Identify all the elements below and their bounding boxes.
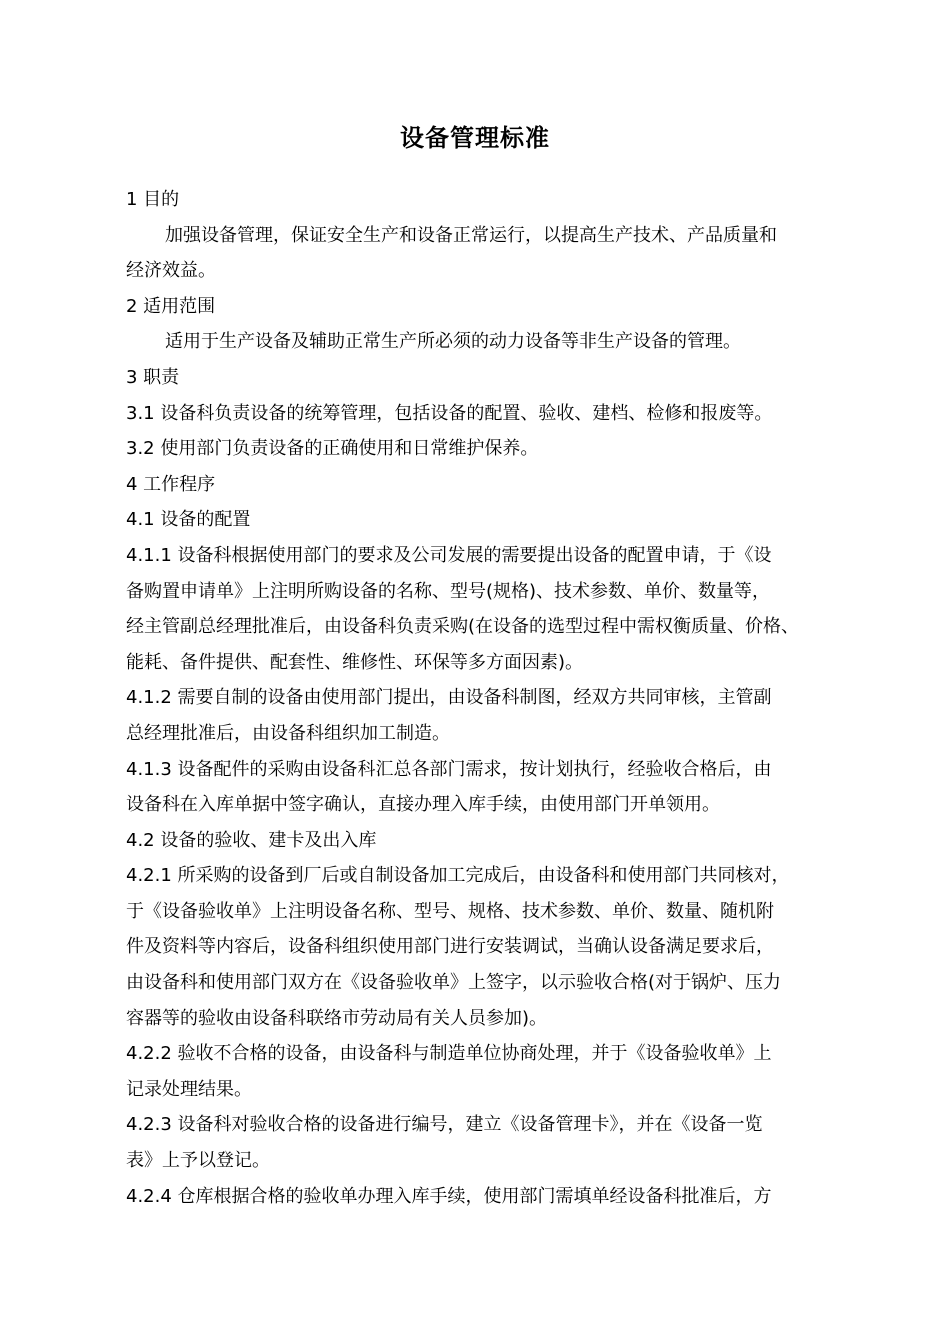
paragraph-line: 加强设备管理，保证安全生产和设备正常运行，以提高生产技术、产品质量和 bbox=[165, 224, 777, 246]
section-heading-procedure: 4 工作程序 bbox=[126, 473, 216, 495]
paragraph-line: 件及资料等内容后，设备科组织使用部门进行安装调试，当确认设备满足要求后， bbox=[126, 936, 774, 958]
paragraph-line: 4.1.2 需要自制的设备由使用部门提出，由设备科制图，经双方共同审核，主管副 bbox=[126, 687, 772, 709]
subsection-heading: 4.1 设备的配置 bbox=[126, 509, 251, 531]
paragraph-line: 经济效益。 bbox=[126, 260, 216, 282]
paragraph-line: 备购置申请单》上注明所购设备的名称、型号(规格)、技术参数、单价、数量等， bbox=[126, 580, 771, 602]
paragraph-line: 总经理批准后，由设备科组织加工制造。 bbox=[126, 722, 450, 744]
document-body bbox=[126, 182, 842, 1214]
paragraph-line: 4.2.3 设备科对验收合格的设备进行编号，建立《设备管理卡》，并在《设备一览 bbox=[126, 1114, 763, 1136]
paragraph-line: 能耗、备件提供、配套性、维修性、环保等多方面因素)。 bbox=[126, 651, 584, 673]
subsection-heading: 4.2 设备的验收、建卡及出入库 bbox=[126, 829, 377, 851]
document-title: 设备管理标准 bbox=[400, 124, 550, 152]
paragraph-line: 表》上予以登记。 bbox=[126, 1150, 270, 1172]
paragraph-line: 3.2 使用部门负责设备的正确使用和日常维护保养。 bbox=[126, 438, 539, 460]
paragraph-line: 记录处理结果。 bbox=[126, 1078, 252, 1100]
paragraph-line: 适用于生产设备及辅助正常生产所必须的动力设备等非生产设备的管理。 bbox=[165, 331, 741, 353]
paragraph-line: 4.2.4 仓库根据合格的验收单办理入库手续，使用部门需填单经设备科批准后，方 bbox=[126, 1185, 772, 1207]
section-heading-scope: 2 适用范围 bbox=[126, 295, 216, 317]
paragraph-line: 4.2.1 所采购的设备到厂后或自制设备加工完成后，由设备科和使用部门共同核对， bbox=[126, 865, 790, 887]
paragraph-line: 4.2.2 验收不合格的设备，由设备科与制造单位协商处理，并于《设备验收单》上 bbox=[126, 1043, 772, 1065]
paragraph-line: 3.1 设备科负责设备的统筹管理，包括设备的配置、验收、建档、检修和报废等。 bbox=[126, 402, 773, 424]
paragraph-line: 由设备科和使用部门双方在《设备验收单》上签字，以示验收合格(对于锅炉、压力 bbox=[126, 972, 782, 994]
paragraph-line: 4.1.3 设备配件的采购由设备科汇总各部门需求，按计划执行，经验收合格后，由 bbox=[126, 758, 772, 780]
section-heading-responsibilities: 3 职责 bbox=[126, 366, 180, 388]
paragraph-line: 4.1.1 设备科根据使用部门的要求及公司发展的需要提出设备的配置申请，于《设 bbox=[126, 544, 772, 566]
paragraph-line: 设备科在入库单据中签字确认，直接办理入库手续，由使用部门开单领用。 bbox=[126, 794, 720, 816]
section-heading-purpose: 1 目的 bbox=[126, 189, 180, 210]
paragraph-line: 容器等的验收由设备科联络市劳动局有关人员参加)。 bbox=[126, 1007, 548, 1029]
paragraph-line: 经主管副总经理批准后，由设备科负责采购(在设备的选型过程中需权衡质量、价格、 bbox=[126, 616, 800, 638]
paragraph-line: 于《设备验收单》上注明设备名称、型号、规格、技术参数、单价、数量、随机附 bbox=[126, 900, 774, 922]
